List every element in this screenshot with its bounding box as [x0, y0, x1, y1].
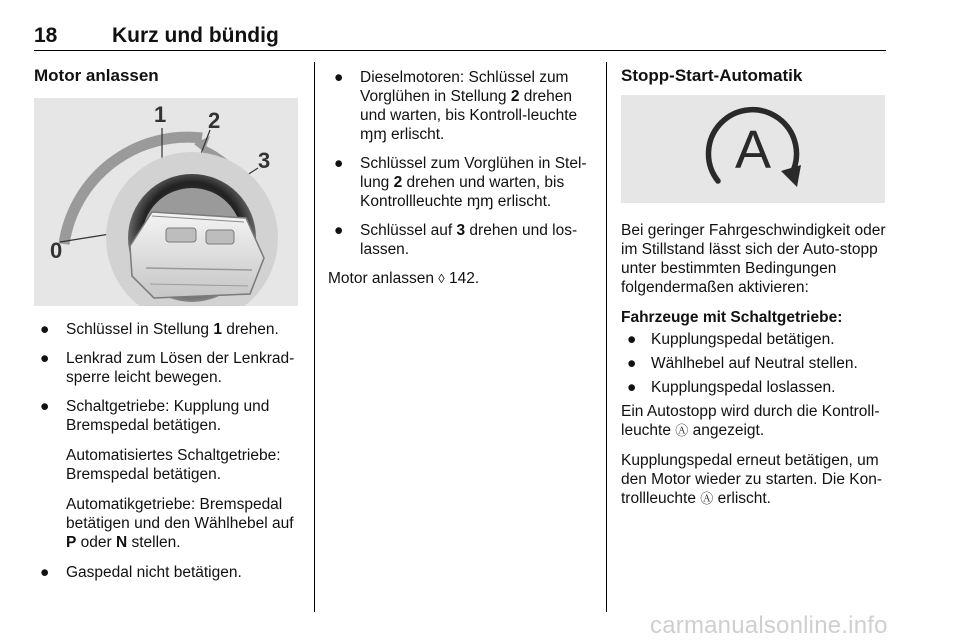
autostop-symbol-icon — [621, 95, 885, 203]
column-3 — [621, 66, 887, 519]
ignition-switch-figure — [34, 98, 298, 306]
paragraph: Bei geringer Fahrgeschwindigkeit oder im Stillstand lässt sich der Auto-stopp unter bestimmten Bedingungen folgendermaßen aktivieren: — [621, 222, 886, 296]
sub-paragraph: Automatikgetriebe: Bremspedal betätigen und den Wählhebel auf P oder N stellen. — [66, 496, 294, 551]
start-steps-list — [34, 320, 302, 582]
bullet-icon: ● — [40, 321, 50, 338]
column-divider-2 — [606, 62, 607, 612]
bullet-icon: ● — [334, 222, 344, 239]
autostop-figure — [621, 95, 885, 203]
chapter-title: Kurz und bündig — [112, 24, 279, 47]
ignition-switch-illustration — [34, 98, 298, 306]
figure-label-3: 3 — [258, 148, 271, 173]
paragraph: Kupplungspedal erneut betätigen, um den Motor wieder zu starten. Die Kon-trollleuchte Ⓐ erlischt. — [621, 452, 883, 507]
header-rule — [34, 50, 886, 51]
bullet-icon: ● — [627, 331, 637, 348]
list-item: ● Kupplungspedal loslassen. — [627, 379, 836, 396]
column-2 — [328, 68, 590, 299]
figure-label-1: 1 — [154, 102, 167, 127]
paragraph: Ein Autostopp wird durch die Kontroll-leuchte Ⓐ angezeigt. — [621, 403, 880, 439]
glow-plug-icon: ɱɱ — [466, 193, 494, 210]
section-heading-stopp-start: Stopp-Start-Automatik — [621, 66, 803, 85]
list-item: ● Gaspedal nicht betätigen. — [40, 564, 242, 581]
list-item: ● Dieselmotoren: Schlüssel zum Vorglühen in Stellung 2 drehen und warten, bis Kontroll-leuchte ɱɱ erlischt. — [334, 69, 578, 143]
bullet-icon: ● — [40, 564, 50, 581]
sub-paragraph: Automatisiertes Schaltgetriebe: Bremspedal betätigen. — [66, 447, 281, 483]
autostop-indicator-icon: Ⓐ — [700, 491, 714, 506]
list-item: ● Schlüssel zum Vorglühen in Stel-lung 2 drehen und warten, bis Kontrollleuchte ɱɱ erlischt. — [334, 155, 587, 210]
bullet-icon: ● — [627, 379, 637, 396]
bullet-icon: ● — [334, 69, 344, 86]
list-item: ● Schlüssel auf 3 drehen und los-lassen. — [334, 222, 578, 258]
column-divider-1 — [314, 62, 315, 612]
bullet-icon: ● — [627, 355, 637, 372]
list-item: ● Schlüssel in Stellung 1 drehen. — [40, 321, 279, 338]
subheading-manual-transmission: Fahrzeuge mit Schaltgetriebe: — [621, 309, 843, 326]
section-heading-motor-anlassen: Motor anlassen — [34, 66, 159, 85]
page-number: 18 — [34, 24, 58, 47]
reference-arrow-icon: ◊ — [438, 271, 445, 286]
list-item: ● Schaltgetriebe: Kupplung und Bremspedal betätigen. Automatisiertes Schaltgetriebe: Bremspedal betätigen. Automatikgetriebe: Bremspedal betätigen und den Wählhebel auf P oder N stellen. — [34, 397, 302, 552]
cross-reference[interactable]: Motor anlassen ◊ 142. — [328, 270, 480, 287]
autostop-indicator-icon: Ⓐ — [675, 423, 689, 438]
column-1 — [34, 66, 302, 592]
list-item: ● Kupplungspedal betätigen. — [627, 331, 835, 348]
page-header — [34, 24, 886, 52]
watermark: carmanualsonline.info — [650, 612, 888, 639]
bullet-icon: ● — [40, 398, 50, 415]
list-item: ● Lenkrad zum Lösen der Lenkrad-sperre leicht bewegen. — [40, 350, 295, 386]
list-item: ● Wählhebel auf Neutral stellen. — [627, 355, 858, 372]
figure-label-0: 0 — [50, 238, 63, 263]
glow-plug-icon: ɱɱ — [360, 126, 387, 143]
bullet-icon: ● — [334, 155, 344, 172]
bullet-icon: ● — [40, 350, 50, 367]
figure-label-2: 2 — [208, 108, 221, 133]
autostop-letter: A — [734, 120, 772, 180]
diesel-steps-list — [328, 68, 590, 259]
autostop-steps-list — [621, 330, 887, 397]
